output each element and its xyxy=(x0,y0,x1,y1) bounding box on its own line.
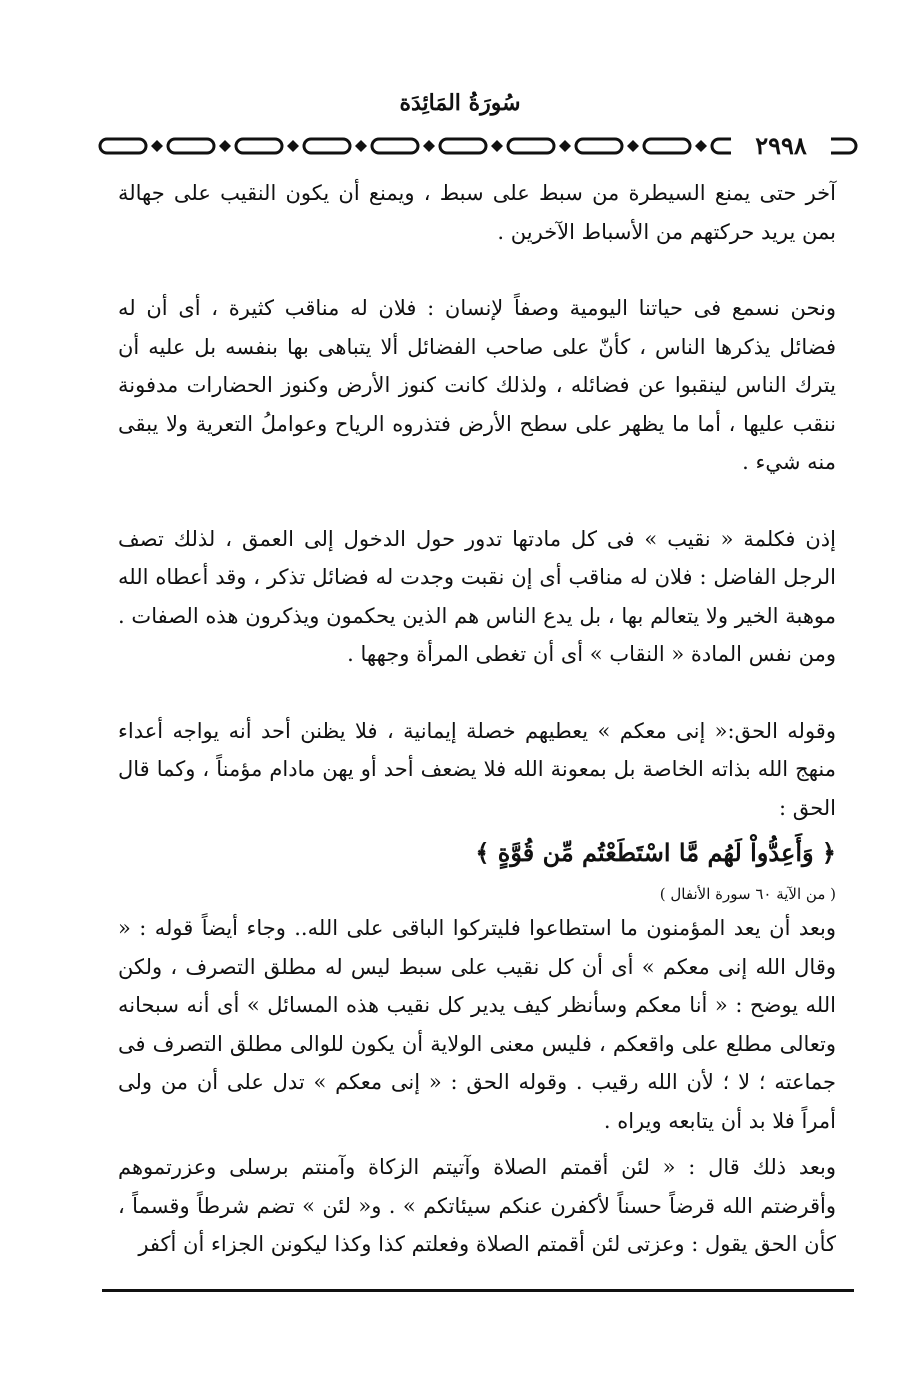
paragraph-2: ونحن نسمع فى حياتنا اليومية وصفاً لإنسان : فلان له مناقب كثيرة ، أى أن له فضائل يذكرها الناس ، كأنّ على صاحب الفضائل ألا يتباهى بها بنفسه بل عليه أن يترك الناس لينقبوا عن فضائله ، ولذلك كانت كنوز الأرض وكنوز الحضارات مدفونة ننقب عليها ، أما ما يظهر على سطح الأرض فتذروه الرياح وعواملُ التعرية ولا يبقى منه شيء . xyxy=(118,296,836,474)
paragraph-1: آخر حتى يمنع السيطرة من سبط على سبط ، ويمنع أن يكون النقيب على جهالة بمن يريد حركتهم من الأسباط الآخرين . xyxy=(118,181,836,244)
verse-reference-wrap xyxy=(118,881,836,907)
paragraph-3: إذن فكلمة « نقيب » فى كل مادتها تدور حول الدخول إلى العمق ، لذلك تصف الرجل الفاضل : فلان له مناقب أى إن نقبت وجدت له فضائل تذكر ، وقد أعطاه الله موهبة الخير ولا يتعالم بها ، بل يدع الناس هم الذين يحكمون ويذكرون هذه الصفات . ومن نفس المادة « النقاب » أى أن تغطى المرأة وجهها . xyxy=(118,526,836,666)
paragraph-5: وبعد أن يعد المؤمنون ما استطاعوا فليتركوا الباقى على الله.. وجاء أيضاً قوله : « وقال الله إنى معكم » أى أن كل نقيب على سبط ليس له مطلق التصرف ، ولكن الله يوضح : « أنا معكم وسأنظر كيف يدير كل نقيب هذه المسائل » أى أنه سبحانه وتعالى مطلع على واقعكم ، فليس معنى الولاية أن يكون للوالى مطلق التصرف فى جماعته ؛ لا ؛ لأن الله رقيب . وقوله الحق : « إنى معكم » تدل على أن من ولى أمراً فلا بد أن يتابعه ويراه . xyxy=(118,916,836,1133)
paragraph-4: وقوله الحق:« إنى معكم » يعطيهم خصلة إيمانية ، فلا يظنن أحد أنه يواجه أعداء منهج الله بذاته الخاصة بل بمعونة الله فلا يضعف أحد أو يهن مادام مؤمناً ، وكما قال الحق : xyxy=(118,718,836,820)
footer-rule xyxy=(102,1289,854,1292)
quran-verse: ﴿ وَأَعِدُّواْ لَهُم مَّا اسْتَطَعْتُم مِّن قُوَّةٍ ﴾ xyxy=(475,838,836,867)
page-number: ٢٩٩٨ xyxy=(731,126,831,166)
page-body xyxy=(118,174,836,1264)
paragraph-6: وبعد ذلك قال : « لئن أقمتم الصلاة وآتيتم الزكاة وآمنتم برسلى وعزرتموهم وأقرضتم الله قرضاً حسناً لأكفرن عنكم سيئاتكم » . و« لئن » تضم شرطاً وقسماً ، كأن الحق يقول : وعزتى لئن أقمتم الصلاة وفعلتم كذا وكذا ليكونن الجزاء أن أكفر xyxy=(118,1155,836,1256)
verse-reference: ( من الآية ٦٠ سورة الأنفال ) xyxy=(659,885,836,903)
surah-title: سُورَةُ المَائِدَة xyxy=(399,90,521,116)
